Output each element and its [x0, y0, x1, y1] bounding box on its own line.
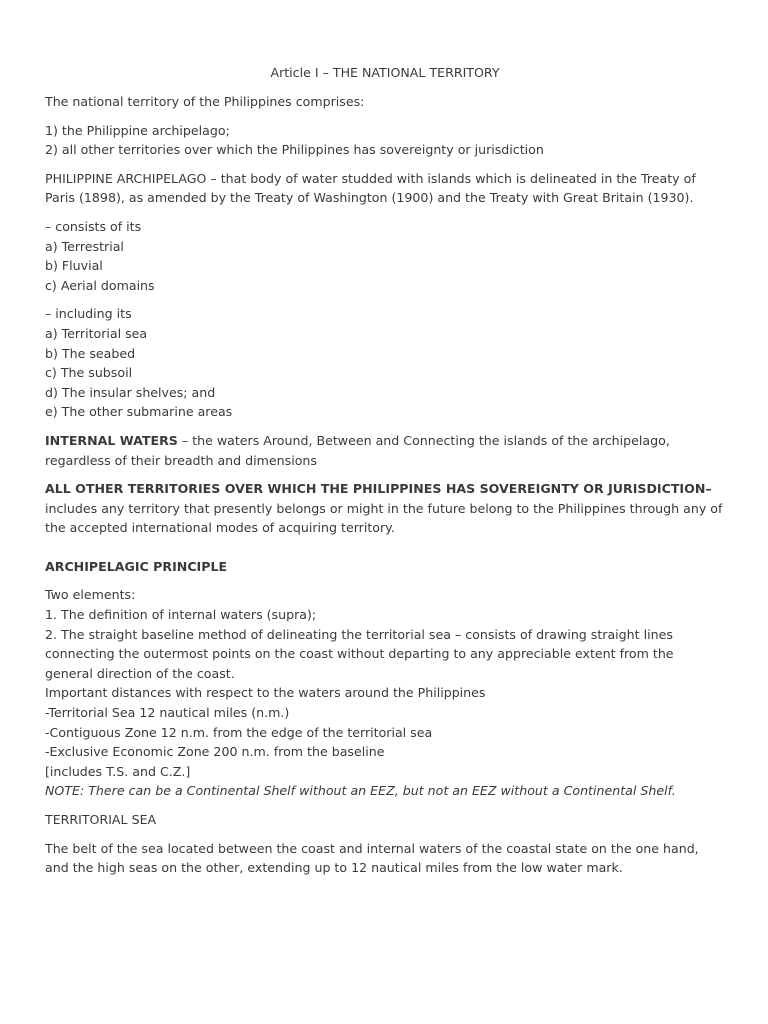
archipelago-definition [45, 169, 725, 208]
paragraph-line: 1. The definition of internal waters (supra); [45, 607, 317, 623]
list-item: a) Territorial sea [45, 325, 148, 341]
list-item: c) The subsoil [45, 365, 133, 381]
internal-waters-text: – the waters Around, Between and Connecting the islands of the archipelago, [177, 432, 670, 448]
paragraph-line: Important distances with respect to the waters around the Philippines [45, 685, 486, 701]
list-item: b) Fluvial [45, 258, 103, 274]
list-item: e) The other submarine areas [45, 404, 233, 420]
paragraph-line: the accepted international modes of acquiring territory. [45, 520, 395, 536]
archipelagic-body [45, 585, 725, 801]
paragraph-line: regardless of their breadth and dimensions [45, 452, 317, 468]
internal-waters-term: INTERNAL WATERS [45, 432, 178, 448]
territorial-sea-heading: TERRITORIAL SEA [45, 812, 157, 827]
archipelagic-heading [45, 557, 725, 577]
paragraph-line: [includes T.S. and C.Z.] [45, 763, 191, 779]
paragraph-line: The belt of the sea located between the coast and internal waters of the coastal state on the one hand, [45, 840, 699, 856]
paragraph-line: connecting the outermost points on the coast without departing to any appreciable extent from the [45, 646, 674, 662]
paragraph-line: -Exclusive Economic Zone 200 n.m. from the baseline [45, 744, 385, 760]
list-item: a) Terrestrial [45, 238, 124, 254]
section-heading: ARCHIPELAGIC PRINCIPLE [45, 558, 228, 574]
consists-list [45, 217, 725, 295]
paragraph-line: Two elements: [45, 587, 136, 603]
list-item: d) The insular shelves; and [45, 384, 216, 400]
note-line: NOTE: There can be a Continental Shelf without an EEZ, but not an EEZ without a Continental Shelf. [45, 783, 676, 799]
paragraph-line: PHILIPPINE ARCHIPELAGO – that body of water studded with islands which is delineated in the Treaty of [45, 170, 696, 186]
paragraph-line: -Contiguous Zone 12 n.m. from the edge of the territorial sea [45, 724, 433, 740]
other-territories-term: ALL OTHER TERRITORIES OVER WHICH THE PHILIPPINES HAS SOVEREIGNTY OR JURISDICTION– [45, 481, 712, 497]
list-item: – including its [45, 306, 132, 322]
other-territories-definition [45, 479, 725, 538]
document-page [45, 63, 725, 887]
list-item: 2) all other territories over which the Philippines has sovereignty or jurisdiction [45, 142, 544, 158]
paragraph-line: general direction of the coast. [45, 665, 235, 681]
including-list [45, 304, 725, 422]
paragraph-line: includes any territory that presently belongs or might in the future belong to the Philippines through any of [45, 500, 723, 516]
comprises-list [45, 121, 725, 160]
paragraph-line: and the high seas on the other, extending up to 12 nautical miles from the low water mark. [45, 860, 623, 876]
paragraph-line: 2. The straight baseline method of delineating the territorial sea – consists of drawing straight lines [45, 626, 673, 642]
paragraph-line: Paris (1898), as amended by the Treaty of Washington (1900) and the Treaty with Great Britain (1930). [45, 190, 694, 206]
list-item: c) Aerial domains [45, 277, 155, 293]
page-title: Article I – THE NATIONAL TERRITORY [270, 65, 500, 80]
territorial-sea-definition [45, 839, 725, 878]
internal-waters-definition [45, 431, 725, 470]
list-item: b) The seabed [45, 345, 136, 361]
list-item: – consists of its [45, 218, 142, 234]
intro-paragraph: The national territory of the Philippines comprises: [45, 94, 365, 109]
list-item: 1) the Philippine archipelago; [45, 122, 230, 138]
paragraph-line: -Territorial Sea 12 nautical miles (n.m.) [45, 705, 290, 721]
